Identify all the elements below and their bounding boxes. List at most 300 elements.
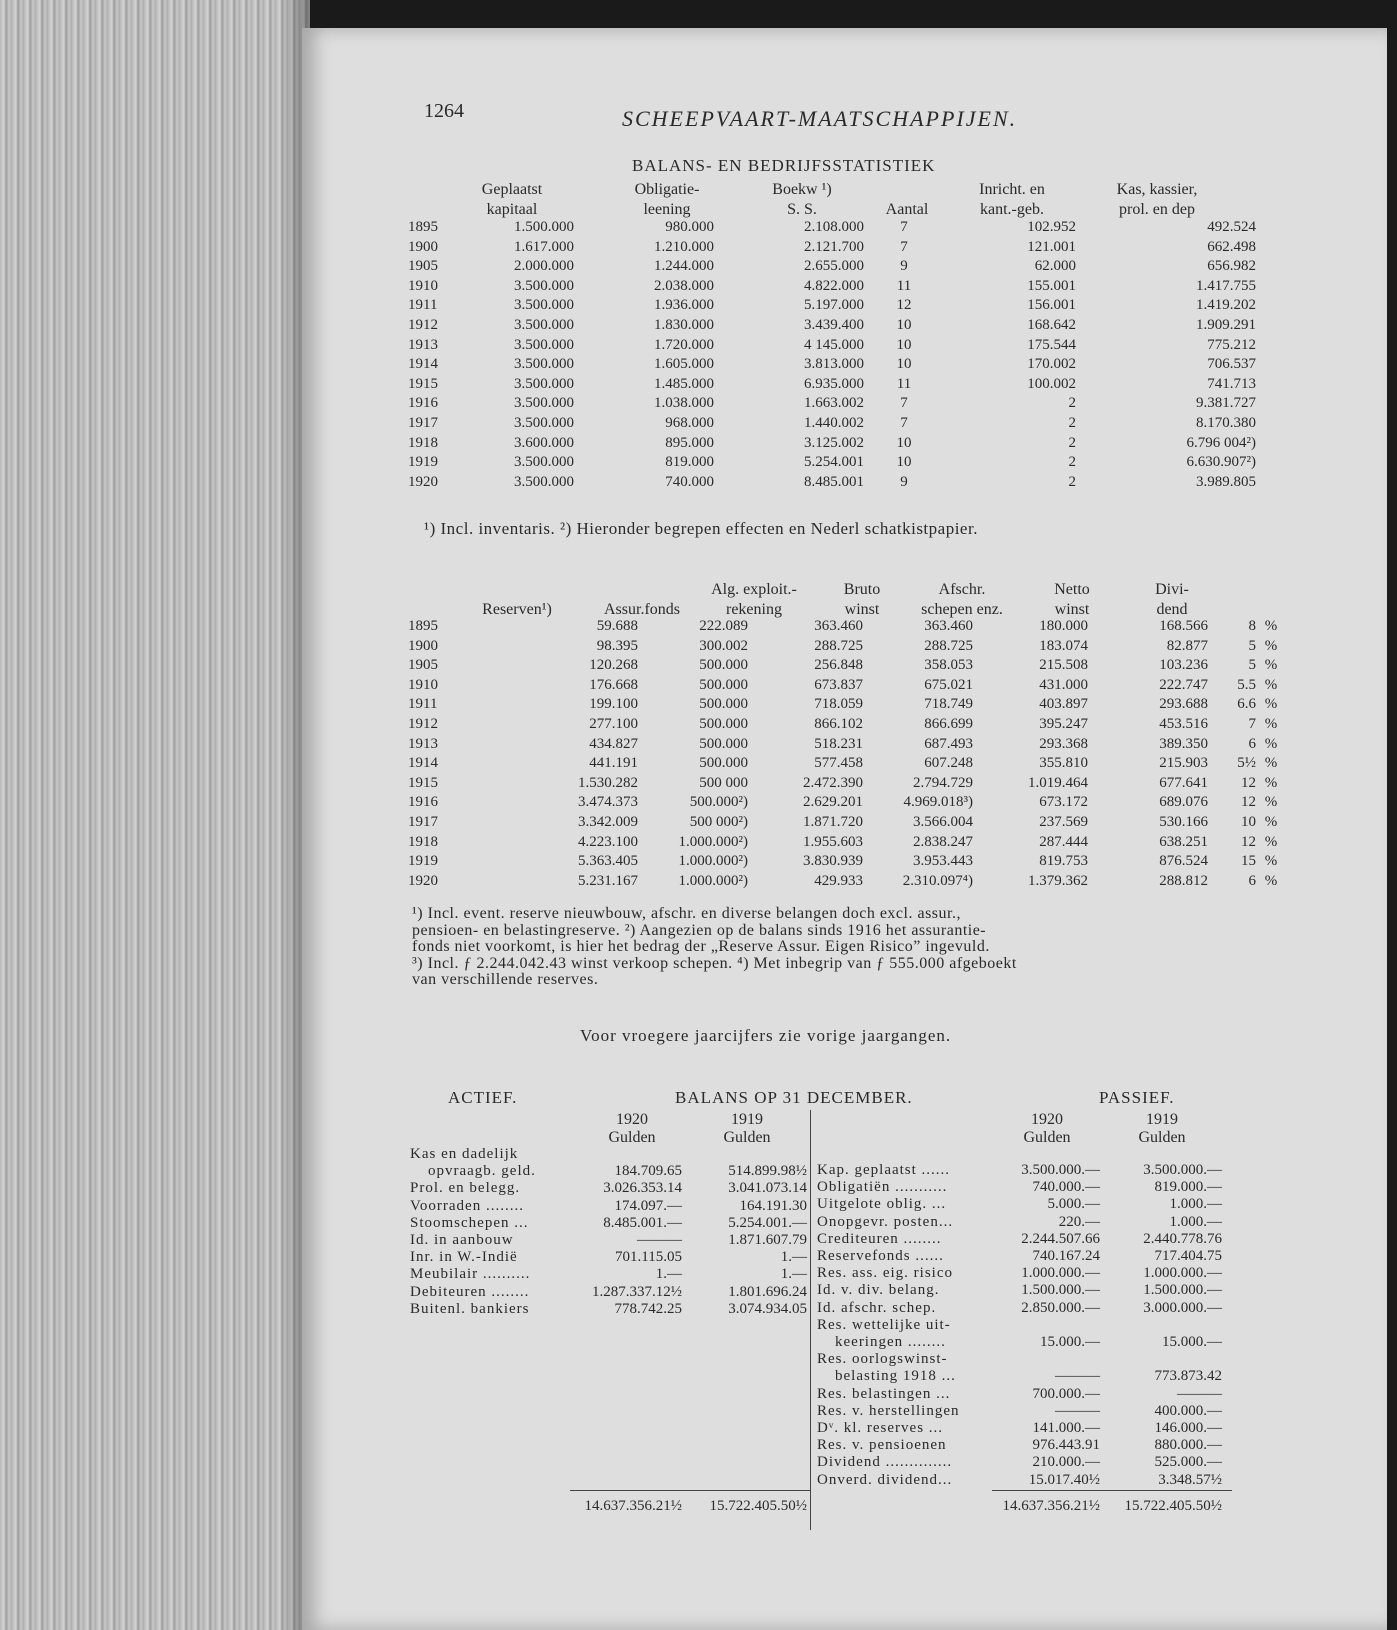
value-cell: 530.166 — [1159, 813, 1208, 830]
value-cell: 6.935.000 — [804, 375, 864, 392]
table2-row — [408, 676, 1286, 696]
passief-value-1919: 1.000.— — [1169, 1213, 1222, 1230]
passief-label: Kap. geplaatst ...... — [817, 1162, 951, 1178]
value-cell: 7 — [900, 395, 908, 412]
table1-header-cell: Boekw ¹) — [772, 181, 832, 198]
table1-row — [408, 434, 1256, 454]
value-cell: 673.837 — [814, 676, 863, 693]
passief-value-1920: 1.000.000.— — [1021, 1265, 1100, 1282]
balance-title: BALANS OP 31 DECEMBER. — [675, 1088, 913, 1107]
value-cell: 1.830.000 — [654, 316, 714, 333]
table1-header-cell: leening — [643, 201, 691, 218]
value-cell: 1.936.000 — [654, 297, 714, 314]
value-cell: 968.000 — [665, 414, 714, 431]
passief-value-1919: 146.000.— — [1154, 1420, 1222, 1436]
actief-label: Debiteuren ........ — [410, 1283, 530, 1300]
table1-row — [408, 453, 1256, 473]
table2-row — [408, 872, 1286, 892]
passief-label: Res. belastingen ... — [817, 1385, 951, 1402]
value-cell: 288.725 — [814, 637, 863, 654]
value-cell: 5.254.001 — [804, 454, 864, 471]
passief-value-1919: 3.348.57½ — [1158, 1471, 1222, 1488]
value-cell: 1.210.000 — [654, 238, 714, 255]
actief-label: Stoomschepen ... — [410, 1214, 529, 1231]
value-cell: 10 — [896, 316, 912, 333]
value-cell: 866.102 — [814, 715, 863, 732]
value-cell: % — [1264, 676, 1278, 693]
value-cell: 358.053 — [924, 657, 973, 674]
value-cell: 1.000.000²) — [678, 872, 748, 889]
table1-header-cell: Geplaatst — [481, 181, 543, 198]
table2-header-cell: Bruto — [843, 581, 881, 598]
value-cell: 500 000 — [699, 774, 748, 791]
value-cell: 403.897 — [1039, 696, 1088, 713]
actief-label: Voorraden ........ — [410, 1197, 524, 1214]
actief-label: Inr. in W.-Indië — [410, 1249, 518, 1266]
value-cell: 1.530.282 — [578, 774, 638, 791]
value-cell: 168.566 — [1159, 618, 1208, 634]
table1-header-cell: Obligatie- — [634, 181, 700, 198]
value-cell: % — [1264, 755, 1278, 772]
value-cell: 429.933 — [814, 872, 863, 889]
passief-value-1920: 700.000.— — [1032, 1385, 1100, 1402]
passief-label: Reservefonds ...... — [817, 1248, 944, 1264]
year-cell: 1919 — [408, 853, 438, 870]
table2-row — [408, 793, 1286, 813]
year-cell: 1920 — [408, 872, 438, 889]
passief-label: Res. oorlogswinst- — [817, 1351, 948, 1368]
actief-value-1920: 8.485.001.— — [603, 1214, 682, 1231]
passief-label: Res. ass. eig. risico — [817, 1265, 953, 1282]
value-cell: 607.248 — [924, 755, 973, 772]
table2-row — [408, 754, 1286, 774]
value-cell: 389.350 — [1159, 735, 1208, 752]
passief-label: Res. wettelijke uit- — [817, 1316, 951, 1333]
passief-value-1920: 1.500.000.— — [1021, 1282, 1100, 1299]
year-cell: 1912 — [408, 316, 438, 333]
value-cell: 1.485.000 — [654, 375, 714, 392]
value-cell: 5.231.167 — [578, 872, 638, 889]
value-cell: 2 — [1068, 395, 1076, 412]
value-cell: 662.498 — [1207, 238, 1256, 255]
actief-value-1919: 164.191.30 — [739, 1197, 807, 1214]
table2-row — [408, 833, 1286, 853]
value-cell: 500.000 — [699, 657, 748, 674]
table2-header-cell: rekening — [726, 601, 782, 618]
passief-value-1919: 2.440.778.76 — [1143, 1230, 1222, 1247]
value-cell: 62.000 — [1034, 258, 1076, 275]
actief-value-1920: 174.097.— — [614, 1197, 682, 1214]
footnote-line: fonds niet voorkomt, is hier het bedrag der „Reserve Assur. Eigen Risico” ingevuld. — [412, 938, 990, 955]
actief-value-1920: 3.026.353.14 — [603, 1180, 682, 1197]
actief-label: Buitenl. bankiers — [410, 1300, 530, 1317]
actief-value-1919: 3.041.073.14 — [728, 1180, 807, 1197]
year-cell: 1913 — [408, 735, 438, 752]
value-cell: 2.310.097⁴) — [902, 872, 973, 889]
year-cell: 1900 — [408, 637, 438, 654]
value-cell: % — [1264, 774, 1278, 791]
value-cell: 677.641 — [1159, 774, 1208, 791]
value-cell: 3.830.939 — [803, 853, 863, 870]
value-cell: 12 — [1241, 833, 1256, 850]
year-cell: 1911 — [408, 696, 438, 713]
table2-row — [408, 617, 1286, 637]
value-cell: 3.500.000 — [514, 375, 574, 392]
passief-label: Obligatiën ........... — [817, 1179, 948, 1196]
value-cell: 1.663.002 — [804, 395, 864, 412]
passief-value-1919: 1.500.000.— — [1143, 1282, 1222, 1299]
passief-unit-1919: Gulden — [1138, 1129, 1186, 1146]
year-cell: 1905 — [408, 657, 438, 674]
actief-value-1919: 514.899.98½ — [728, 1163, 807, 1180]
value-cell: 1.500.000 — [514, 219, 574, 235]
value-cell: 3.953.443 — [913, 853, 973, 870]
value-cell: 287.444 — [1039, 833, 1088, 850]
actief-value-1919: 1.— — [780, 1249, 807, 1266]
year-cell: 1911 — [408, 297, 438, 314]
passief-year-1920: 1920 — [1031, 1111, 1063, 1128]
passief-value-1919: 819.000.— — [1154, 1179, 1222, 1196]
value-cell: 222.747 — [1159, 676, 1208, 693]
value-cell: 1.720.000 — [654, 336, 714, 353]
passief-value-1919: 773.873.42 — [1154, 1368, 1222, 1385]
value-cell: 2 — [1068, 454, 1076, 471]
year-cell: 1913 — [408, 336, 438, 353]
year-cell: 1916 — [408, 794, 438, 811]
value-cell: 689.076 — [1159, 794, 1208, 811]
value-cell: 121.001 — [1027, 238, 1076, 255]
value-cell: 1.019.464 — [1028, 774, 1088, 791]
year-cell: 1905 — [408, 258, 438, 275]
passief-label: belasting 1918 ... — [835, 1368, 956, 1385]
passief-value-1919: 880.000.— — [1154, 1437, 1222, 1454]
passief-label: Res. v. pensioenen — [817, 1437, 947, 1454]
table2-row — [408, 813, 1286, 833]
value-cell: 4 145.000 — [804, 336, 864, 353]
passief-value-1920: 15.017.40½ — [1028, 1471, 1100, 1488]
passief-label: Dividend .............. — [817, 1454, 953, 1471]
value-cell: 12 — [896, 297, 912, 314]
value-cell: 577.458 — [814, 755, 863, 772]
table2-header-cell: Alg. exploit.- — [711, 581, 797, 598]
table1-header-cell: Inricht. en — [979, 181, 1045, 198]
passief-label: PASSIEF. — [1099, 1088, 1175, 1107]
table1-row — [408, 355, 1256, 375]
passief-value-1920: 141.000.— — [1032, 1420, 1100, 1436]
value-cell: 876.524 — [1159, 853, 1208, 870]
year-cell: 1895 — [408, 219, 438, 235]
value-cell: 9 — [900, 473, 908, 490]
actief-total-1919: 15.722.405.50½ — [709, 1498, 807, 1514]
value-cell: 500.000 — [699, 715, 748, 732]
value-cell: 8 — [1248, 618, 1256, 634]
year-cell: 1918 — [408, 833, 438, 850]
passief-label: Res. v. herstellingen — [817, 1402, 960, 1419]
table1-row — [408, 414, 1256, 434]
value-cell: 11 — [896, 375, 912, 392]
value-cell: 100.002 — [1027, 375, 1076, 392]
value-cell: 453.516 — [1159, 715, 1208, 732]
value-cell: 3.566.004 — [913, 813, 973, 830]
value-cell: 120.268 — [589, 657, 638, 674]
value-cell: 4.223.100 — [578, 833, 638, 850]
value-cell: 10 — [896, 434, 912, 451]
value-cell: 775.212 — [1207, 336, 1256, 353]
passief-value-1919: 1.000.000.— — [1143, 1265, 1222, 1282]
year-cell: 1910 — [408, 277, 438, 294]
value-cell: 492.524 — [1207, 219, 1256, 235]
value-cell: 222.089 — [699, 618, 748, 634]
value-cell: 7 — [1248, 715, 1256, 732]
value-cell: 2.038.000 — [654, 277, 714, 294]
year-cell: 1912 — [408, 715, 438, 732]
actief-label: ACTIEF. — [448, 1088, 518, 1107]
passief-value-1920: 3.500.000.— — [1021, 1162, 1100, 1178]
value-cell: 6.6 — [1237, 696, 1256, 713]
year-cell: 1895 — [408, 618, 438, 634]
value-cell: 9 — [900, 258, 908, 275]
passief-value-1919: 525.000.— — [1154, 1454, 1222, 1471]
passief-value-1920: 220.— — [1058, 1213, 1100, 1230]
value-cell: 3.989.805 — [1196, 473, 1256, 490]
value-cell: 199.100 — [589, 696, 638, 713]
value-cell: 1.417.755 — [1196, 277, 1256, 294]
value-cell: 1.617.000 — [514, 238, 574, 255]
actief-unit-1920: Gulden — [608, 1129, 656, 1146]
value-cell: 3.500.000 — [514, 473, 574, 490]
table1-row — [408, 473, 1256, 493]
table2-header-cell: winst — [1054, 601, 1090, 618]
value-cell: 12 — [1241, 774, 1256, 791]
value-cell: 675.021 — [924, 676, 973, 693]
table1-header-cell: S. S. — [787, 201, 817, 218]
value-cell: 5 — [1248, 657, 1256, 674]
value-cell: 1.605.000 — [654, 356, 714, 373]
value-cell: 215.508 — [1039, 657, 1088, 674]
table1-row — [408, 296, 1256, 316]
value-cell: % — [1264, 715, 1278, 732]
table2-row — [408, 852, 1286, 872]
table2-header-cell: dend — [1156, 601, 1188, 618]
passief-value-1919: 400.000.— — [1154, 1402, 1222, 1419]
passief-value-1920: 740.167.24 — [1032, 1248, 1100, 1264]
value-cell: 300.002 — [699, 637, 748, 654]
value-cell: 3.500.000 — [514, 395, 574, 412]
value-cell: 176.668 — [589, 676, 638, 693]
passief-label: Id. v. div. belang. — [817, 1282, 940, 1299]
passief-total-rule — [992, 1490, 1232, 1491]
table1-header-cell: kapitaal — [486, 201, 538, 218]
value-cell: 3.500.000 — [514, 297, 574, 314]
value-cell: 2.108.000 — [804, 219, 864, 235]
value-cell: 1.440.002 — [804, 414, 864, 431]
passief-value-1920: ——— — [1055, 1402, 1100, 1419]
table1 — [408, 218, 1256, 492]
value-cell: 10 — [896, 356, 912, 373]
table2-row — [408, 695, 1286, 715]
table1-row — [408, 316, 1256, 336]
value-cell: 656.982 — [1207, 258, 1256, 275]
actief-total-1920: 14.637.356.21½ — [584, 1498, 682, 1514]
value-cell: 6.630.907²) — [1186, 454, 1256, 471]
value-cell: 395.247 — [1039, 715, 1088, 732]
balance-divider — [810, 1110, 811, 1530]
value-cell: 6 — [1248, 872, 1256, 889]
year-cell: 1900 — [408, 238, 438, 255]
value-cell: 215.903 — [1159, 755, 1208, 772]
value-cell: 6 — [1248, 735, 1256, 752]
value-cell: % — [1264, 833, 1278, 850]
value-cell: 288.812 — [1159, 872, 1208, 889]
table2-row — [408, 637, 1286, 657]
table2-header-cell: winst — [844, 601, 880, 618]
year-cell: 1919 — [408, 454, 438, 471]
value-cell: 706.537 — [1207, 356, 1256, 373]
passief-value-1919: 3.000.000.— — [1143, 1299, 1222, 1316]
value-cell: 98.395 — [596, 637, 638, 654]
value-cell: 3.342.009 — [578, 813, 638, 830]
actief-value-1919: 5.254.001.— — [728, 1214, 807, 1231]
value-cell: 3.500.000 — [514, 336, 574, 353]
value-cell: 7 — [900, 238, 908, 255]
value-cell: 740.000 — [665, 473, 714, 490]
year-cell: 1916 — [408, 395, 438, 412]
table2-row — [408, 715, 1286, 735]
table2-row — [408, 735, 1286, 755]
actief-year-1920: 1920 — [616, 1111, 648, 1128]
footnote-line: pensioen- en belastingreserve. ²) Aangezien op de balans sinds 1916 het assurantie- — [412, 921, 987, 939]
value-cell: 103.236 — [1159, 657, 1208, 674]
actief-label: Meubilair .......... — [410, 1266, 531, 1283]
value-cell: 434.827 — [589, 735, 638, 752]
actief-value-1919: 1.801.696.24 — [728, 1283, 807, 1300]
value-cell: 3.813.000 — [804, 356, 864, 373]
value-cell: 10 — [896, 454, 912, 471]
table1-row — [408, 238, 1256, 258]
table1-row — [408, 375, 1256, 395]
actief-value-1920: 778.742.25 — [614, 1300, 682, 1317]
value-cell: 237.569 — [1039, 813, 1088, 830]
value-cell: 180.000 — [1039, 618, 1088, 634]
passief-label: Dᵛ. kl. reserves ... — [817, 1420, 944, 1436]
value-cell: 500 000²) — [689, 813, 748, 830]
value-cell: 2 — [1068, 473, 1076, 490]
value-cell: 2.838.247 — [913, 833, 973, 850]
table2-row — [408, 774, 1286, 794]
page-number: 1264 — [424, 100, 464, 122]
actief-value-1919: 3.074.934.05 — [728, 1300, 807, 1317]
earlier-figures-note: Voor vroegere jaarcijfers zie vorige jaargangen. — [580, 1026, 952, 1045]
value-cell: 1.871.720 — [803, 813, 863, 830]
passief-label: Onverd. dividend... — [817, 1471, 953, 1488]
value-cell: 3.474.373 — [578, 794, 638, 811]
year-cell: 1918 — [408, 434, 438, 451]
scanned-page — [302, 28, 1387, 1630]
actief-value-1920: 1.— — [655, 1266, 682, 1283]
value-cell: 363.460 — [814, 618, 863, 634]
value-cell: 1.419.202 — [1196, 297, 1256, 314]
passief-value-1919: 3.500.000.— — [1143, 1162, 1222, 1178]
footnote-line: ¹) Incl. event. reserve nieuwbouw, afschr. en diverse belangen doch excl. assur., — [412, 905, 961, 922]
value-cell: 5½ — [1237, 755, 1256, 772]
book-page-edges — [0, 0, 310, 1630]
value-cell: 355.810 — [1039, 755, 1088, 772]
passief-total-1919: 15.722.405.50½ — [1124, 1498, 1222, 1514]
value-cell: 288.725 — [924, 637, 973, 654]
table2-header-cell: Reserven¹) — [482, 601, 552, 618]
table1-header-cell: Aantal — [885, 201, 929, 218]
value-cell: 363.460 — [924, 618, 973, 634]
value-cell: 3.500.000 — [514, 414, 574, 431]
actief-value-1919: 1.871.607.79 — [728, 1232, 807, 1248]
passief-value-1920: 2.850.000.— — [1021, 1299, 1100, 1316]
value-cell: % — [1264, 637, 1278, 654]
value-cell: % — [1264, 696, 1278, 713]
value-cell: 293.368 — [1039, 735, 1088, 752]
table2 — [408, 617, 1286, 891]
value-cell: 277.100 — [589, 715, 638, 732]
passief-value-1920: 210.000.— — [1032, 1454, 1100, 1471]
actief-total-rule — [570, 1490, 810, 1491]
actief-label: Prol. en belegg. — [410, 1180, 521, 1197]
year-cell: 1914 — [408, 755, 438, 772]
table1-row — [408, 394, 1256, 414]
value-cell: 168.642 — [1027, 316, 1076, 333]
actief-value-1920: ——— — [637, 1232, 682, 1248]
value-cell: 500.000 — [699, 735, 748, 752]
table2-header-cell: Netto — [1054, 581, 1090, 598]
actief-year-1919: 1919 — [731, 1111, 763, 1128]
value-cell: 500.000 — [699, 755, 748, 772]
value-cell: 1.000.000²) — [678, 833, 748, 850]
year-cell: 1915 — [408, 774, 438, 791]
passief-unit-1920: Gulden — [1023, 1129, 1071, 1146]
value-cell: 2 — [1068, 414, 1076, 431]
value-cell: % — [1264, 813, 1278, 830]
table1-title: BALANS- EN BEDRIJFSSTATISTIEK — [632, 156, 936, 175]
passief-year-1919: 1919 — [1146, 1111, 1178, 1128]
actief-value-1919: 1.— — [780, 1266, 807, 1283]
value-cell: 638.251 — [1159, 833, 1208, 850]
value-cell: 3.500.000 — [514, 454, 574, 471]
year-cell: 1914 — [408, 356, 438, 373]
value-cell: 500.000 — [699, 676, 748, 693]
value-cell: 175.544 — [1027, 336, 1076, 353]
value-cell: 3.125.002 — [804, 434, 864, 451]
value-cell: 2.655.000 — [804, 258, 864, 275]
value-cell: 2.000.000 — [514, 258, 574, 275]
value-cell: % — [1264, 735, 1278, 752]
value-cell: 718.059 — [814, 696, 863, 713]
value-cell: 500.000²) — [689, 794, 748, 811]
value-cell: 8.170.380 — [1196, 414, 1256, 431]
table2-header-cell: schepen enz. — [921, 601, 1003, 618]
value-cell: 15 — [1241, 853, 1256, 870]
value-cell: 10 — [896, 336, 912, 353]
table2-header-cell: Assur.fonds — [603, 601, 680, 618]
actief-label: opvraagb. geld. — [428, 1163, 536, 1180]
value-cell: 500.000 — [699, 696, 748, 713]
value-cell: 441.191 — [589, 755, 638, 772]
passief-value-1919: 1.000.— — [1169, 1196, 1222, 1213]
value-cell: 1.244.000 — [654, 258, 714, 275]
value-cell: 155.001 — [1027, 277, 1076, 294]
value-cell: 4.969.018³) — [903, 794, 973, 811]
value-cell: 980.000 — [665, 219, 714, 235]
passief-value-1919: 717.404.75 — [1154, 1248, 1222, 1264]
value-cell: 895.000 — [665, 434, 714, 451]
value-cell: % — [1264, 794, 1278, 811]
